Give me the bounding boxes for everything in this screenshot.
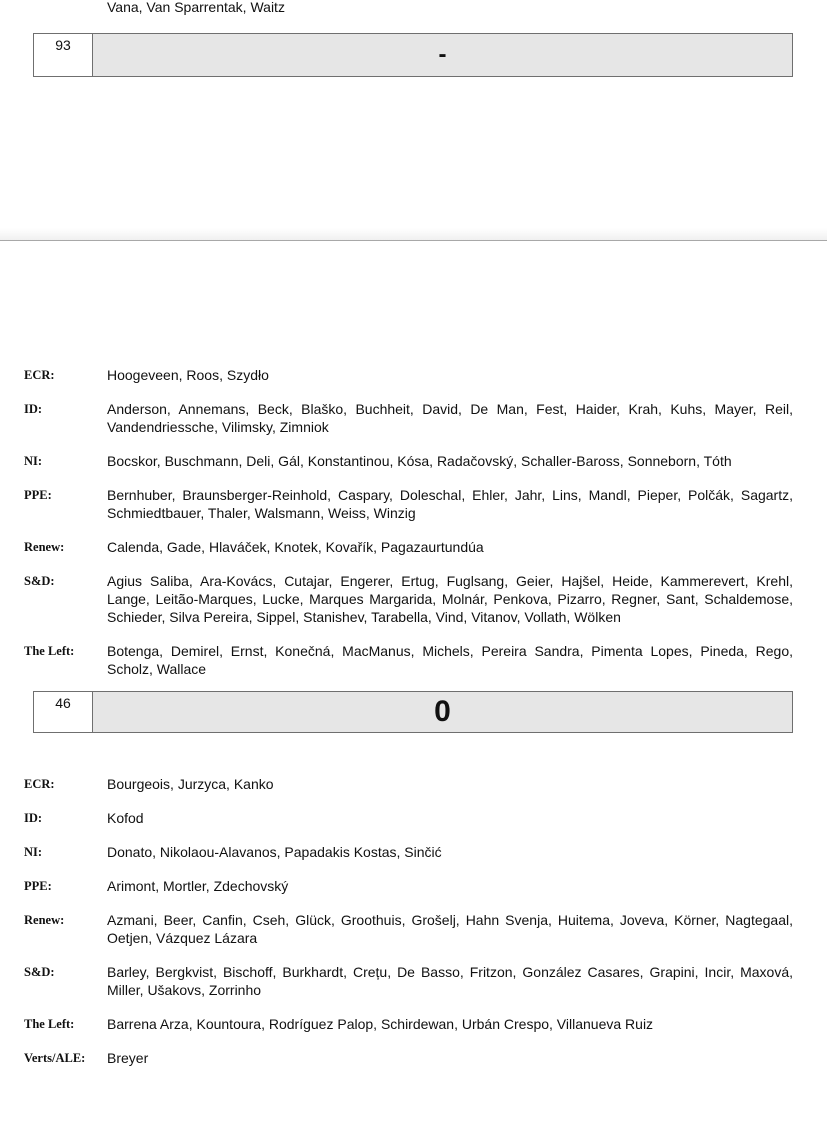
group-row-ecr xyxy=(24,775,793,793)
group-label: ID: xyxy=(24,811,43,825)
voting-group-list xyxy=(24,366,793,694)
group-row-theleft xyxy=(24,642,793,678)
group-row-ni xyxy=(24,843,793,861)
vote-result-box xyxy=(33,691,793,733)
group-label: Renew: xyxy=(24,913,65,927)
vote-result-box xyxy=(33,33,793,77)
group-row-id xyxy=(24,809,793,827)
group-row-ni xyxy=(24,452,793,470)
group-row-renew xyxy=(24,538,793,556)
group-label: NI: xyxy=(24,845,43,859)
group-row-ecr xyxy=(24,366,793,384)
group-label: Verts/ALE: xyxy=(24,1051,86,1065)
group-names: Kofod xyxy=(107,810,144,826)
group-names: Barrena Arza, Kountoura, Rodríguez Palop, Schirdewan, Urbán Crespo, Villanueva Ruiz xyxy=(107,1016,654,1032)
group-names: Barley, Bergkvist, Bischoff, Burkhardt, Crețu, De Basso, Fritzon, González Casares, Grapini, Incir, Maxová, Miller, Ušakovs, Zorrinho xyxy=(107,964,793,998)
group-names: Bernhuber, Braunsberger-Reinhold, Caspary, Doleschal, Ehler, Jahr, Lins, Mandl, Pieper, Polčák, Sagartz, Schmiedtbauer, Thaler, Walsmann, Weiss, Winzig xyxy=(107,487,793,521)
group-label: PPE: xyxy=(24,488,52,502)
group-names: Donato, Nikolaou-Alavanos, Papadakis Kostas, Sinčić xyxy=(107,844,442,860)
group-label: S&D: xyxy=(24,965,55,979)
group-row-sd xyxy=(24,572,793,626)
group-label: NI: xyxy=(24,454,43,468)
vote-result-symbol: - xyxy=(93,34,792,76)
group-label: S&D: xyxy=(24,574,55,588)
group-names: Agius Saliba, Ara-Kovács, Cutajar, Engerer, Ertug, Fuglsang, Geier, Hajšel, Heide, Kammerevert, Krehl, Lange, Leitão-Marques, Lucke, Marques Margarida, Molnár, Penkova, Pizarro, Regner, Sant, Schaldemose, Schieder, Silva Pereira, Sippel, Stanishev, Tarabella, Vind, Vitanov, Vollath, Wölken xyxy=(107,573,793,625)
group-names: Anderson, Annemans, Beck, Blaško, Buchheit, David, De Man, Fest, Haider, Krah, Kuhs, Mayer, Reil, Vandendriessche, Vilimsky, Zimniok xyxy=(107,401,793,435)
group-label: ECR: xyxy=(24,777,55,791)
group-label: ECR: xyxy=(24,368,55,382)
group-names: Azmani, Beer, Canfin, Cseh, Glück, Groothuis, Grošelj, Hahn Svenja, Huitema, Joveva, Körner, Nagtegaal, Oetjen, Vázquez Lázara xyxy=(107,912,793,946)
continuation-names: Vana, Van Sparrentak, Waitz xyxy=(107,0,285,15)
group-row-ppe xyxy=(24,486,793,522)
group-names: Botenga, Demirel, Ernst, Konečná, MacManus, Michels, Pereira Sandra, Pimenta Lopes, Pineda, Rego, Scholz, Wallace xyxy=(107,643,793,677)
group-names: Bourgeois, Jurzyca, Kanko xyxy=(107,776,274,792)
group-row-id xyxy=(24,400,793,436)
group-row-renew xyxy=(24,911,793,947)
vote-count: 46 xyxy=(34,692,93,732)
group-names: Arimont, Mortler, Zdechovský xyxy=(107,878,289,894)
group-row-vertsale xyxy=(24,1049,793,1067)
group-row-ppe xyxy=(24,877,793,895)
group-names: Bocskor, Buschmann, Deli, Gál, Konstantinou, Kósa, Radačovský, Schaller-Baross, Sonneborn, Tóth xyxy=(107,453,732,469)
group-label: The Left: xyxy=(24,1017,75,1031)
vote-result-symbol: 0 xyxy=(93,692,792,732)
group-label: ID: xyxy=(24,402,43,416)
voting-group-list xyxy=(24,775,793,1083)
group-label: The Left: xyxy=(24,644,75,658)
group-names: Calenda, Gade, Hlaváček, Knotek, Kovařík, Pagazaurtundúa xyxy=(107,539,484,555)
group-label: Renew: xyxy=(24,540,65,554)
group-row-sd xyxy=(24,963,793,999)
page-divider xyxy=(0,228,827,241)
group-label: PPE: xyxy=(24,879,52,893)
group-row-theleft xyxy=(24,1015,793,1033)
vote-count: 93 xyxy=(34,34,93,76)
group-names: Breyer xyxy=(107,1050,149,1066)
group-names: Hoogeveen, Roos, Szydło xyxy=(107,367,269,383)
